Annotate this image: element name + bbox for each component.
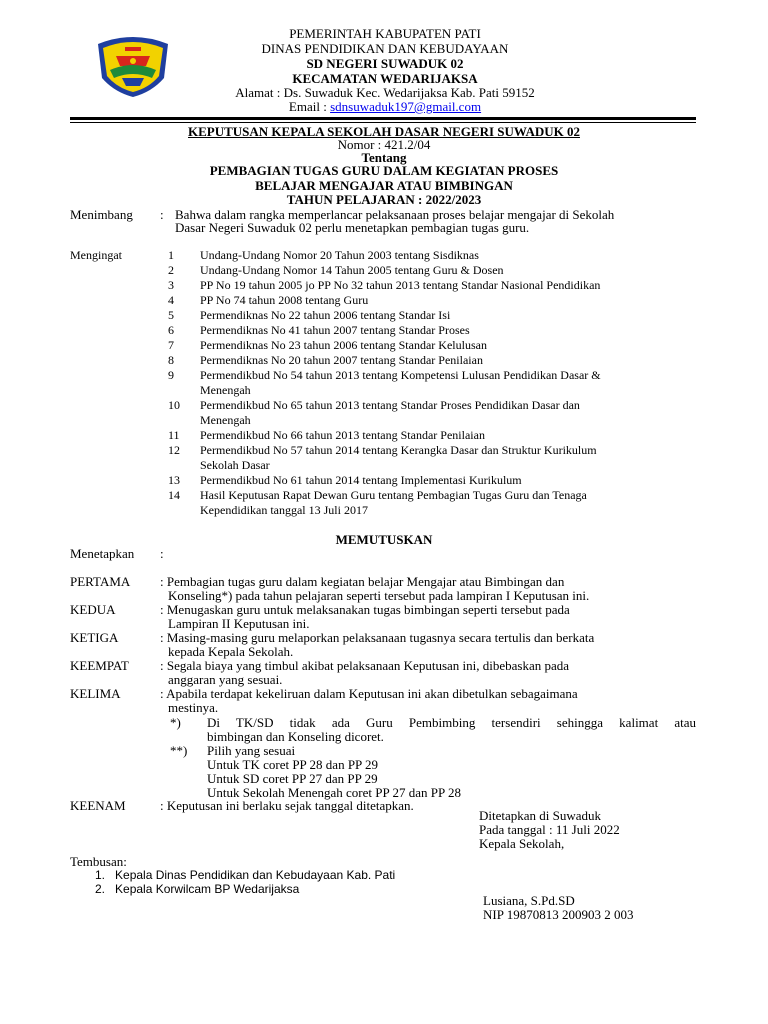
decision-label-keenam: KEENAM <box>70 798 126 813</box>
mengingat-item-continued: Kependidikan tanggal 13 Juli 2017 <box>200 503 368 517</box>
note-sub-1: Untuk TK coret PP 28 dan PP 29 <box>207 757 379 772</box>
mengingat-item-continued: Menengah <box>200 383 251 397</box>
mengingat-item: Permendikbud No 66 tahun 2013 tentang Standar Penilaian <box>200 428 485 442</box>
mengingat-number: 5 <box>168 308 174 322</box>
district-logo <box>92 34 174 98</box>
decision-text-continued: anggaran yang sesuai. <box>168 672 283 687</box>
email-link[interactable]: sdnsuwaduk197@gmail.com <box>330 99 482 114</box>
decision-text-continued: Konseling*) pada tahun pelajaran seperti tersebut pada lampiran I Keputusan ini. <box>168 588 590 603</box>
decree-number: Nomor : 421.2/04 <box>337 137 431 152</box>
mengingat-number: 13 <box>168 473 180 487</box>
header-address: Alamat : Ds. Suwaduk Kec. Wedarijaksa Kab. Pati 59152 <box>235 85 535 100</box>
decision-text: : Keputusan ini berlaku sejak tanggal ditetapkan. <box>160 798 414 813</box>
mengingat-number: 8 <box>168 353 174 367</box>
note-text-1-continued: bimbingan dan Konseling dicoret. <box>207 729 384 744</box>
decision-label-keempat: KEEMPAT <box>70 658 129 673</box>
note-sub-3: Untuk Sekolah Menengah coret PP 27 dan PP 28 <box>207 785 461 800</box>
mengingat-item: Permendiknas No 23 tahun 2006 tentang Standar Kelulusan <box>200 338 487 352</box>
header-department: DINAS PENDIDIKAN DAN KEBUDAYAAN <box>261 41 509 56</box>
mengingat-number: 10 <box>168 398 180 412</box>
note-sub-2: Untuk SD coret PP 27 dan PP 29 <box>207 771 378 786</box>
mengingat-item: Permendiknas No 41 tahun 2007 tentang Standar Proses <box>200 323 470 337</box>
mengingat-item: Permendikbud No 65 tahun 2013 tentang Standar Proses Pendidikan Dasar dan <box>200 398 580 412</box>
mengingat-item: Hasil Keputusan Rapat Dewan Guru tentang Pembagian Tugas Guru dan Tenaga <box>200 488 587 502</box>
menetapkan-label: Menetapkan <box>70 546 135 561</box>
mengingat-item: Permendikbud No 61 tahun 2014 tentang Implementasi Kurikulum <box>200 473 522 487</box>
decree-subject-2: BELAJAR MENGAJAR ATAU BIMBINGAN <box>255 178 513 193</box>
mengingat-item: PP No 19 tahun 2005 jo PP No 32 tahun 2013 tentang Standar Nasional Pendidikan <box>200 278 601 292</box>
mengingat-number: 3 <box>168 278 174 292</box>
decree-tentang: Tentang <box>361 150 407 165</box>
mengingat-number: 7 <box>168 338 174 352</box>
header-government: PEMERINTAH KABUPATEN PATI <box>289 26 481 41</box>
mengingat-item: Permendiknas No 20 tahun 2007 tentang Standar Penilaian <box>200 353 483 367</box>
note-mark-1: *) <box>170 715 181 730</box>
mengingat-item: Undang-Undang Nomor 20 Tahun 2003 tentang Sisdiknas <box>200 248 479 262</box>
decision-text: : Pembagian tugas guru dalam kegiatan belajar Mengajar atau Bimbingan dan <box>160 574 565 589</box>
note-mark-2: **) <box>170 743 188 758</box>
decision-text: : Apabila terdapat kekeliruan dalam Keputusan ini akan dibetulkan sebagaimana <box>160 686 578 701</box>
mengingat-item: Permendikbud No 57 tahun 2014 tentang Kerangka Dasar dan Struktur Kurikulum <box>200 443 597 457</box>
menimbang-text-2: Dasar Negeri Suwaduk 02 perlu menetapkan pembagian tugas guru. <box>175 220 530 235</box>
mengingat-item: Permendikbud No 54 tahun 2013 tentang Kompetensi Lulusan Pendidikan Dasar & <box>200 368 601 382</box>
mengingat-number: 2 <box>168 263 174 277</box>
decision-label-ketiga: KETIGA <box>70 630 119 645</box>
note-text-1: Di TK/SD tidak ada Guru Pembimbing tersendiri sehingga kalimat atau <box>207 715 696 730</box>
header-divider-thick <box>70 117 696 120</box>
decision-text: : Segala biaya yang timbul akibat pelaksanaan Keputusan ini, dibebaskan pada <box>160 658 570 673</box>
header-email-line <box>190 99 580 114</box>
mengingat-item: Permendiknas No 22 tahun 2006 tentang Standar Isi <box>200 308 451 322</box>
decision-text-continued: mestinya. <box>168 700 219 715</box>
tembusan-label: Tembusan: <box>70 854 127 869</box>
mengingat-number: 4 <box>168 293 174 307</box>
decision-text: : Masing-masing guru melaporkan pelaksanaan tugasnya secara tertulis dan berkata <box>160 630 595 645</box>
header-subdistrict: KECAMATAN WEDARIJAKSA <box>292 71 478 86</box>
menetapkan-colon: : <box>160 546 164 561</box>
decision-text-continued: kepada Kepala Sekolah. <box>168 644 294 659</box>
decree-title: KEPUTUSAN KEPALA SEKOLAH DASAR NEGERI SUWADUK 02 <box>188 124 580 139</box>
signature-place: Ditetapkan di Suwaduk <box>479 808 602 823</box>
mengingat-number: 1 <box>168 248 174 262</box>
mengingat-number: 11 <box>168 428 180 442</box>
mengingat-number: 14 <box>168 488 180 502</box>
mengingat-number: 6 <box>168 323 174 337</box>
email-label: Email : <box>288 99 331 114</box>
note-text-2: Pilih yang sesuai <box>207 743 296 758</box>
decision-label-kelima: KELIMA <box>70 686 121 701</box>
decision-label-kedua: KEDUA <box>70 602 116 617</box>
memutuskan-heading: MEMUTUSKAN <box>335 532 433 547</box>
header-divider-thin <box>70 122 696 123</box>
decree-subject-1: PEMBAGIAN TUGAS GURU DALAM KEGIATAN PROSES <box>209 163 559 178</box>
decision-text: : Menugaskan guru untuk melaksanakan tugas bimbingan seperti tersebut pada <box>160 602 570 617</box>
decision-label-pertama: PERTAMA <box>70 574 131 589</box>
menimbang-text-1: Bahwa dalam rangka memperlancar pelaksanaan proses belajar mengajar di Sekolah <box>175 207 615 222</box>
decree-school-year: TAHUN PELAJARAN : 2022/2023 <box>286 192 482 207</box>
mengingat-label: Mengingat <box>70 248 122 262</box>
mengingat-item: Undang-Undang Nomor 14 Tahun 2005 tentang Guru & Dosen <box>200 263 504 277</box>
tembusan-item: 2. Kepala Korwilcam BP Wedarijaksa <box>95 882 300 896</box>
signatory-nip: NIP 19870813 200903 2 003 <box>483 907 634 922</box>
header-school: SD NEGERI SUWADUK 02 <box>306 56 464 71</box>
mengingat-item-continued: Sekolah Dasar <box>200 458 270 472</box>
menimbang-colon: : <box>160 207 164 222</box>
mengingat-item-continued: Menengah <box>200 413 251 427</box>
decision-text-continued: Lampiran II Keputusan ini. <box>168 616 310 631</box>
signature-position: Kepala Sekolah, <box>479 836 565 851</box>
menimbang-label: Menimbang <box>70 207 133 222</box>
mengingat-item: PP No 74 tahun 2008 tentang Guru <box>200 293 369 307</box>
signatory-name: Lusiana, S.Pd.SD <box>483 893 575 908</box>
signature-date: Pada tanggal : 11 Juli 2022 <box>479 822 620 837</box>
mengingat-number: 12 <box>168 443 180 457</box>
tembusan-item: 1. Kepala Dinas Pendidikan dan Kebudayaan Kab. Pati <box>95 868 396 882</box>
mengingat-number: 9 <box>168 368 174 382</box>
